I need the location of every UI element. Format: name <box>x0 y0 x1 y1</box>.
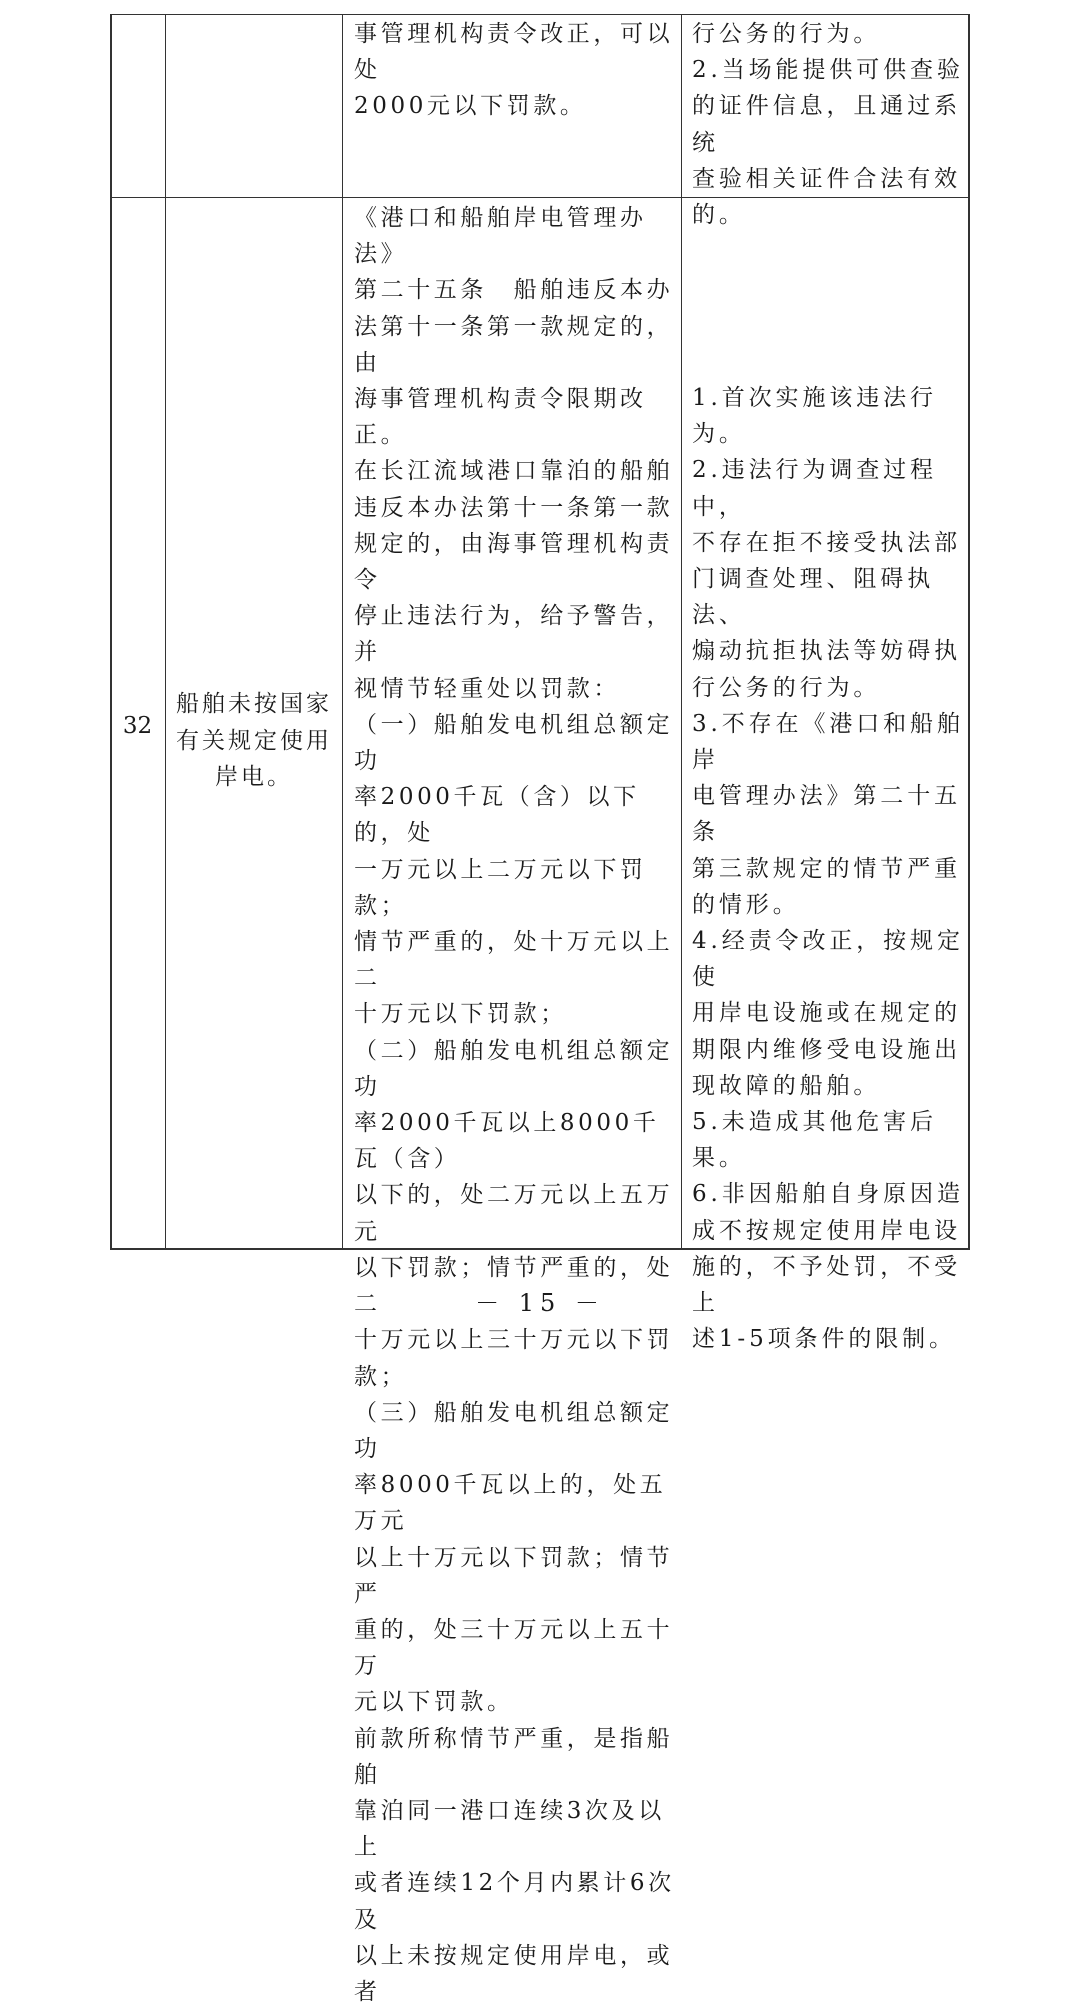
table-border-top <box>110 14 970 15</box>
prev-row-basis-cell <box>354 16 680 196</box>
violation-item: 船舶未按国家 有关规定使用 岸电。 <box>176 691 332 790</box>
page-number: － 15 － <box>475 1289 605 1317</box>
table-border-left <box>110 14 112 1250</box>
exemption-conditions-text: 1.首次实施该违法行为。 2.违法行为调查过程中， 不存在拒不接受执法部 门调查处理、阻碍执法、 煽动抗拒执法等妨碍执 行公务的行为。 3.不存在《港口和船舶岸 电管理办法》第二十五条 第三款规定的情节严重 的情形。 4.经责令改正，按规定使 用岸电设施或在规定的 期限内维修受电设施出 现故障的船舶。 5.未造成其他危害后果。 6.非因船舶自身原因造 成不按规定使用岸电设 施的，不予处罚，不受上 述1-5项条件的限制。 <box>692 385 964 1353</box>
legal-basis-text: 《港口和船舶岸电管理办法》 第二十五条 船舶违反本办 法第十一条第一款规定的，由 海事管理机构责令限期改正。 在长江流域港口靠泊的船舶 违反本办法第十一条第一款 规定的，由海事管理机构责令 停止违法行为，给予警告，并 视情节轻重处以罚款： （一）船舶发电机组总额定功 率2000千瓦（含）以下的，处 一万元以上二万元以下罚款； 情节严重的，处十万元以上二 十万元以下罚款； （二）船舶发电机组总额定功 率2000千瓦以上8000千瓦（含） 以下的，处二万元以上五万元 以下罚款；情节严重的，处二 十万元以上三十万元以下罚 款； （三）船舶发电机组总额定功 率8000千瓦以上的，处五万元 以上十万元以下罚款；情节严 重的，处三十万元以上五十万 元以下罚款。 前款所称情节严重，是指船舶 靠泊同一港口连续3次及以上 或者连续12个月内累计6次及 以上未按规定使用岸电，或者 <box>354 205 675 2005</box>
row-number: 32 <box>122 713 153 739</box>
penalty-table <box>110 14 970 2005</box>
prev-row-conditions-text: 行公务的行为。 2.当场能提供可供查验 的证件信息，且通过系统 查验相关证件合法有效 的。 <box>692 21 964 229</box>
table-border-right <box>968 14 970 1250</box>
column-divider-2 <box>342 14 343 1250</box>
exemption-conditions-cell <box>692 380 968 1353</box>
column-divider-1 <box>165 14 166 1250</box>
column-divider-3 <box>681 14 682 1250</box>
prev-row-conditions-cell <box>692 16 968 229</box>
prev-row-basis-text: 事管理机构责令改正，可以处 2000元以下罚款。 <box>354 21 674 120</box>
